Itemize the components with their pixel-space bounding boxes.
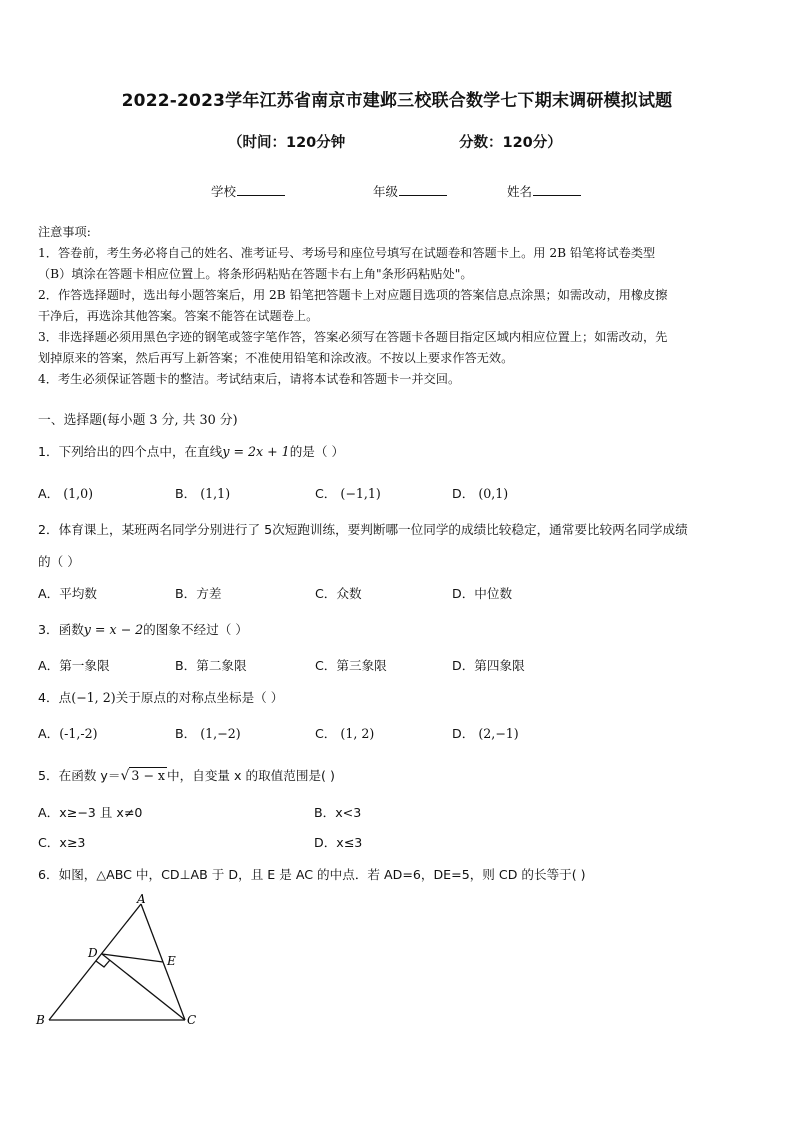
option-c[interactable]: C． (−1,1) [315,486,381,501]
formula: y = 2x + 1 [222,444,290,459]
option-a[interactable]: A．(-1,-2) [38,726,98,741]
option-b[interactable]: B．方差 [175,586,222,601]
school-field[interactable] [211,182,285,200]
grade-label: 年级 [373,184,399,199]
label-c: C [187,1013,197,1027]
note-line: 2．作答选择题时，选出每小题答案后，用 2B 铅笔把答题卡上对应题目选项的答案信息点涂黑；如需改动，用橡皮擦 [38,288,668,302]
label-e: E [167,954,176,968]
option-d[interactable]: D．第四象限 [452,658,525,673]
option-a[interactable]: A．第一象限 [38,658,110,673]
exam-score: 分数：120分） [459,135,562,151]
exam-time: （时间：120分钟 [228,135,346,151]
option-d[interactable]: D．x≤3 [314,835,363,850]
question-3: 3．函数y = x − 2的图象不经过（ ） [38,622,248,637]
label-a: A [137,892,146,906]
formula: y = x − 2 [83,622,144,637]
name-label: 姓名 [507,184,533,199]
option-d[interactable]: D． (0,1) [452,486,509,501]
option-c[interactable]: C．x≥3 [38,835,86,850]
option-d[interactable]: D．中位数 [452,586,513,601]
question-1: 1．下列给出的四个点中，在直线y = 2x + 1的是（ ） [38,444,345,459]
note-line: 划掉原来的答案，然后再写上新答案；不准使用铅笔和涂改液。不按以上要求作答无效。 [38,351,514,365]
name-field[interactable] [507,182,581,200]
formula: (−1, 2) [71,690,116,705]
option-b[interactable]: B．第二象限 [175,658,247,673]
note-line: 干净后，再选涂其他答案。答案不能答在试题卷上。 [38,309,319,323]
section-title: 一、选择题(每小题 3 分, 共 30 分) [38,413,238,428]
question-2-line1: 2．体育课上，某班两名同学分别进行了 5次短跑训练，要判断哪一位同学的成绩比较稳定，通常要比较两名同学成绩 [38,522,688,537]
triangle-figure [30,890,210,1035]
option-b[interactable]: B． (1,1) [175,486,231,501]
option-c[interactable]: C． (1, 2) [315,726,375,741]
school-blank[interactable] [237,183,285,196]
notes-heading: 注意事项: [38,225,91,239]
grade-blank[interactable] [399,183,447,196]
question-4: 4．点(−1, 2)关于原点的对称点坐标是（ ） [38,690,284,705]
question-5: 5．在函数 y＝√ 3 − x 中，自变量 x 的取值范围是( ) [38,768,335,784]
name-blank[interactable] [533,183,581,196]
option-c[interactable]: C．众数 [315,586,362,601]
option-c[interactable]: C．第三象限 [315,658,387,673]
option-a[interactable]: A． (1,0) [38,486,94,501]
option-b[interactable]: B．x<3 [314,805,362,820]
option-a[interactable]: A．平均数 [38,586,97,601]
option-a[interactable]: A．x≥−3 且 x≠0 [38,805,143,820]
school-label: 学校 [211,184,237,199]
label-b: B [36,1013,45,1027]
grade-field[interactable] [373,182,447,200]
question-2-line2: 的（ ） [38,554,80,569]
question-6: 6．如图，△ABC 中，CD⊥AB 于 D，且 E 是 AC 的中点．若 AD=6，DE=5，则 CD 的长等于( ) [38,867,586,882]
note-line: 3．非选择题必须用黑色字迹的钢笔或签字笔作答，答案必须写在答题卡各题目指定区域内相应位置上；如需改动，先 [38,330,668,344]
formula: 3 − x [131,768,166,783]
label-d: D [88,946,98,960]
note-line: （B）填涂在答题卡相应位置上。将条形码粘贴在答题卡右上角"条形码粘贴处"。 [38,267,473,281]
page-title: 2022-2023学年江苏省南京市建邺三校联合数学七下期末调研模拟试题 [121,91,673,111]
note-line: 1．答卷前，考生务必将自己的姓名、准考证号、考场号和座位号填写在试题卷和答题卡上。用 2B 铅笔将试卷类型 [38,246,656,260]
note-line: 4．考生必须保证答题卡的整洁。考试结束后，请将本试卷和答题卡一并交回。 [38,372,461,386]
option-d[interactable]: D． (2,−1) [452,726,519,741]
option-b[interactable]: B． (1,−2) [175,726,241,741]
